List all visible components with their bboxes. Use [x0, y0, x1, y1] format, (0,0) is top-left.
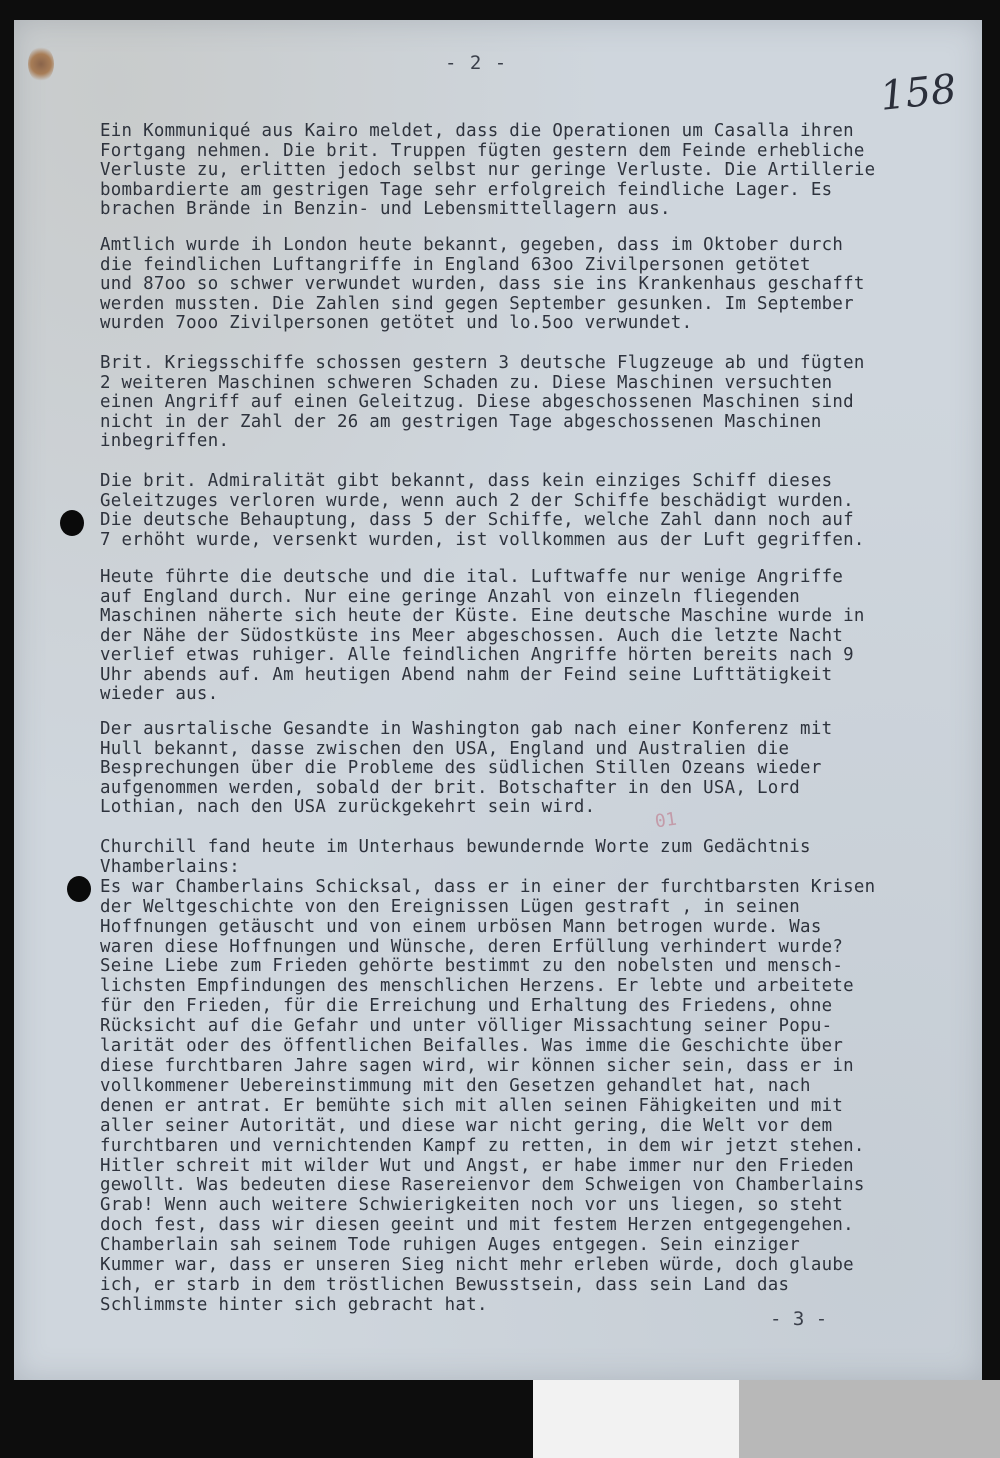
paragraph-churchill: Churchill fand heute im Unterhaus bewundernde Worte zum Gedächtnis Vhamberlains: Es war Chamberlains Schicksal, dass er in einer der furchtbarsten Krisen der Weltgeschichte von den Ereignissen Lügen gestraft , in seinen Hoffnungen getäuscht und von einem urbösen Mann betrogen wurde. Was waren diese Hoffnungen und Wünsche, deren Erfüllung verhindert wurde? Seine Liebe zum Frieden gehörte bestimmt zu den nobelsten und mensch- lichsten Empfindungen des menschlichen Herzens. Er lebte und arbeitete für den Frieden, für die Erreichung und Erhaltung des Friedens, ohne Rücksicht auf die Gefahr und unter völliger Missachtung seiner Popu- larität oder des öffentlichen Beifalles. Was imme die Geschichte über diese furchtbaren Jahre sagen wird, wir können sicher sein, dass er in vollkommener Uebereinstimmung mit den Gesetzen gehandlet hat, nach denen er antrat. Er bemühte sich mit allen seinen Fähigkeiten und mit aller seiner Autorität, und diese war nicht gering, die Welt vor dem furchtbaren und vernichtenden Kampf zu retten, in dem wir jetzt stehen. Hitler schreit mit wilder Wut und Angst, er habe immer nur den Frieden gewollt. Was bedeuten diese Rasereienvor dem Schweigen von Chamberlains Grab! Wenn auch weitere Schwierigkeiten noch vor uns liegen, so steht doch fest, dass wir diesen geeint und mit festem Herzen entgegengehen. Chamberlain sah seinem Tode ruhigen Auges entgegen. Sein einziger Kummer war, dass er unseren Sieg nicht mehr erleben würde, doch glaube ich, er starb in dem tröstlichen Bewusstsein, dass sein Land das Schlimmste hinter sich gebracht hat. [100, 837, 876, 1315]
paragraph-luftwaffe: Heute führte die deutsche und die ital. Luftwaffe nur wenige Angriffe auf England durch. Nur eine geringe Anzahl von einzeln fliegenden Maschinen näherte sich heute der Küste. Eine deutsche Maschine wurde in der Nähe der Südostküste ins Meer abgeschossen. Auch die letzte Nacht verlief etwas ruhiger. Alle feindlichen Angriffe hörten bereits nach 9 Uhr abends auf. Am heutigen Abend nahm der Feind seine Lufttätigkeit wieder aus. [100, 567, 865, 704]
punch-hole-bottom [67, 876, 91, 902]
next-page-marker: - 3 - [770, 1308, 828, 1330]
paragraph-admiralty: Die brit. Admiralität gibt bekannt, dass kein einziges Schiff dieses Geleitzuges verloren wurde, wenn auch 2 der Schiffe beschädigt wurden. Die deutsche Behauptung, dass 5 der Schiffe, welche Zahl dann noch auf 7 erhöht wurde, versenkt wurden, ist vollkommen aus der Luft gegriffen. [100, 471, 865, 550]
scan-calibration-strip-white [533, 1380, 739, 1458]
faint-stamp: 01 [653, 808, 679, 833]
punch-hole-top [60, 510, 84, 536]
paragraph-london-casualties: Amtlich wurde ih London heute bekannt, gegeben, dass im Oktober durch die feindlichen Luftangriffe in England 63oo Zivilpersonen getötet und 87oo so schwer verwundet wurden, dass sie ins Krankenhaus geschafft werden mussten. Die Zahlen sind gegen September gesunken. Im September wurden 7ooo Zivilpersonen getötet und lo.5oo verwundet. [100, 235, 865, 333]
scan-calibration-strip-gray [739, 1380, 1000, 1458]
paragraph-warships: Brit. Kriegsschiffe schossen gestern 3 deutsche Flugzeuge ab und fügten 2 weiteren Maschinen schweren Schaden zu. Diese Maschinen versuchten einen Angriff auf einen Geleitzug. Diese abgeschossenen Maschinen sind nicht in der Zahl der 26 am gestrigen Tage abgeschossenen Maschinen inbegriffen. [100, 353, 865, 451]
paragraph-kairo: Ein Kommuniqué aus Kairo meldet, dass die Operationen um Casalla ihren Fortgang nehmen. Die brit. Truppen fügten gestern dem Feinde erhebliche Verluste zu, erlitten jedoch selbst nur geringe Verluste. Die Artillerie bombardierte am gestrigen Tage sehr erfolgreich feindliche Lager. Es brachen Brände in Benzin- und Lebensmittellagern aus. [100, 121, 876, 219]
paragraph-washington: Der ausrtalische Gesandte in Washington gab nach einer Konferenz mit Hull bekannt, dasse zwischen den USA, England und Australien die Besprechungen über die Probleme des südlichen Stillen Ozeans wieder aufgenommen werden, sobald der brit. Botschafter in den USA, Lord Lothian, nach den USA zurückgekehrt sein wird. [100, 719, 833, 817]
handwritten-folio-number: 158 [877, 66, 959, 120]
rust-stain [28, 46, 54, 82]
page-number: - 2 - [445, 52, 508, 74]
